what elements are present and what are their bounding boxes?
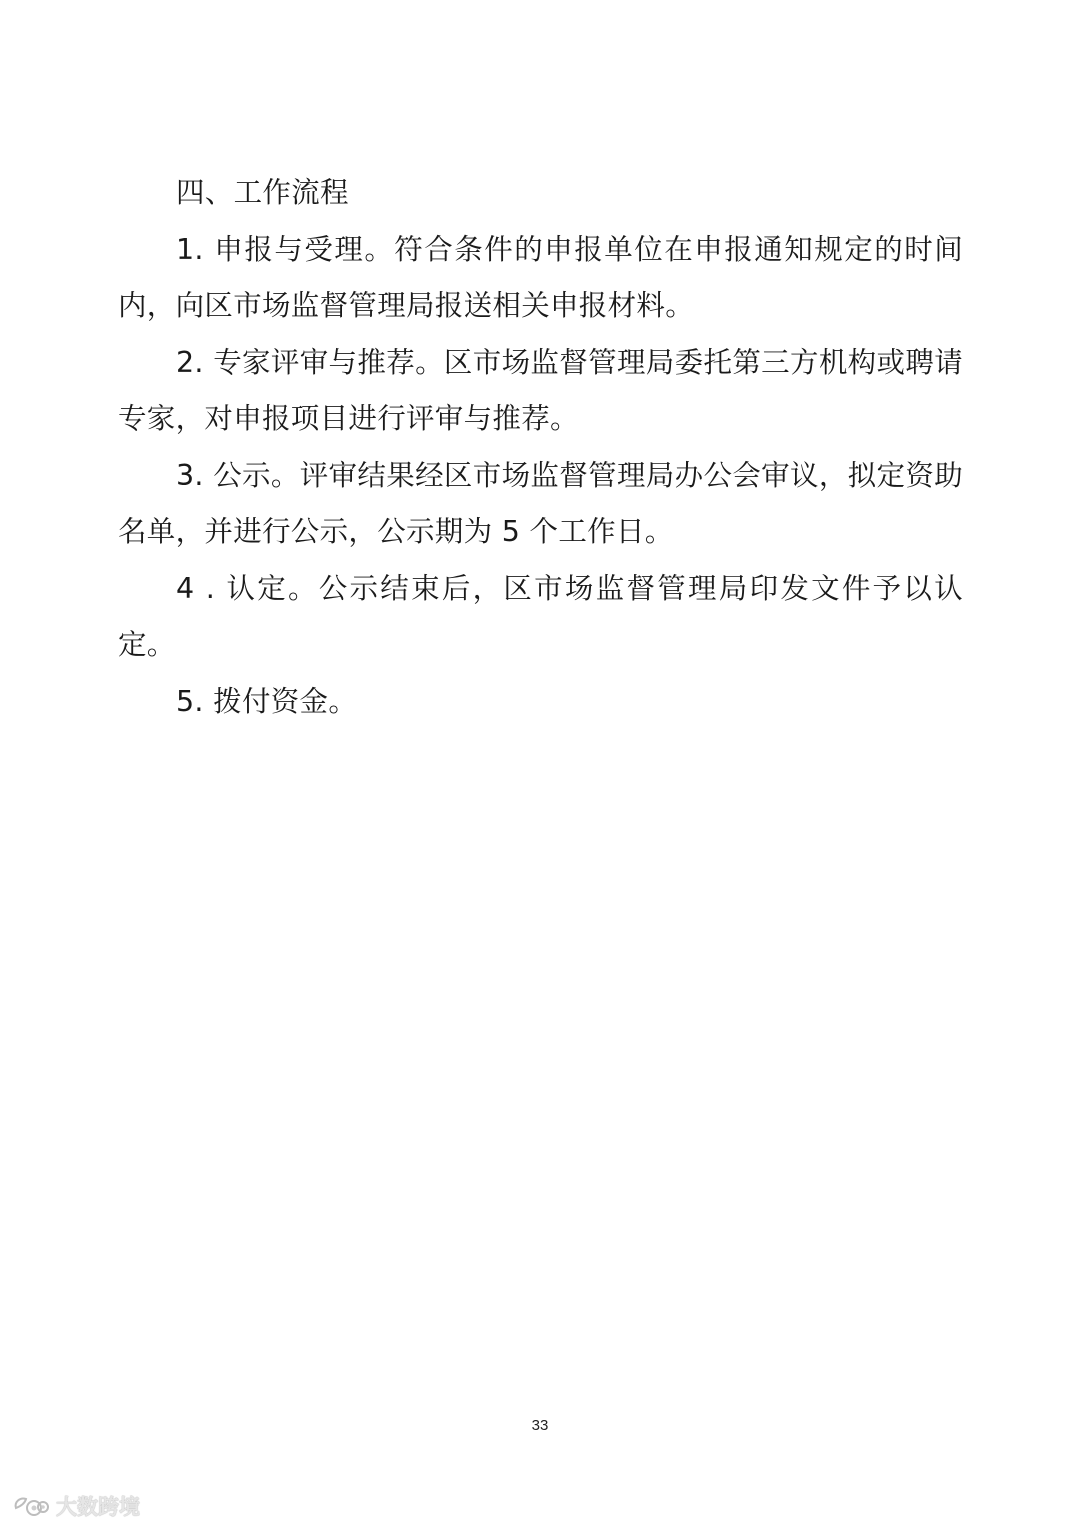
- document-body: [118, 165, 963, 730]
- watermark: [12, 1488, 140, 1524]
- section-heading: 四、工作流程: [176, 176, 349, 209]
- list-item: 3. 公示。评审结果经区市场监督管理局办公会审议，拟定资助名单，并进行公示，公示期为 5 个工作日。: [118, 458, 963, 548]
- watermark-text: 大数跨境: [56, 1495, 140, 1519]
- page-number: 33: [531, 1417, 549, 1434]
- weibo-logo-icon: [12, 1494, 50, 1518]
- list-item: 1. 申报与受理。符合条件的申报单位在申报通知规定的时间内，向区市场监督管理局报送相关申报材料。: [118, 232, 963, 322]
- list-item: 4 . 认定。公示结束后，区市场监督管理局印发文件予以认定。: [118, 571, 963, 661]
- list-item: 5. 拨付资金。: [176, 684, 358, 718]
- list-item: 2. 专家评审与推荐。区市场监督管理局委托第三方机构或聘请专家，对申报项目进行评审与推荐。: [118, 345, 963, 435]
